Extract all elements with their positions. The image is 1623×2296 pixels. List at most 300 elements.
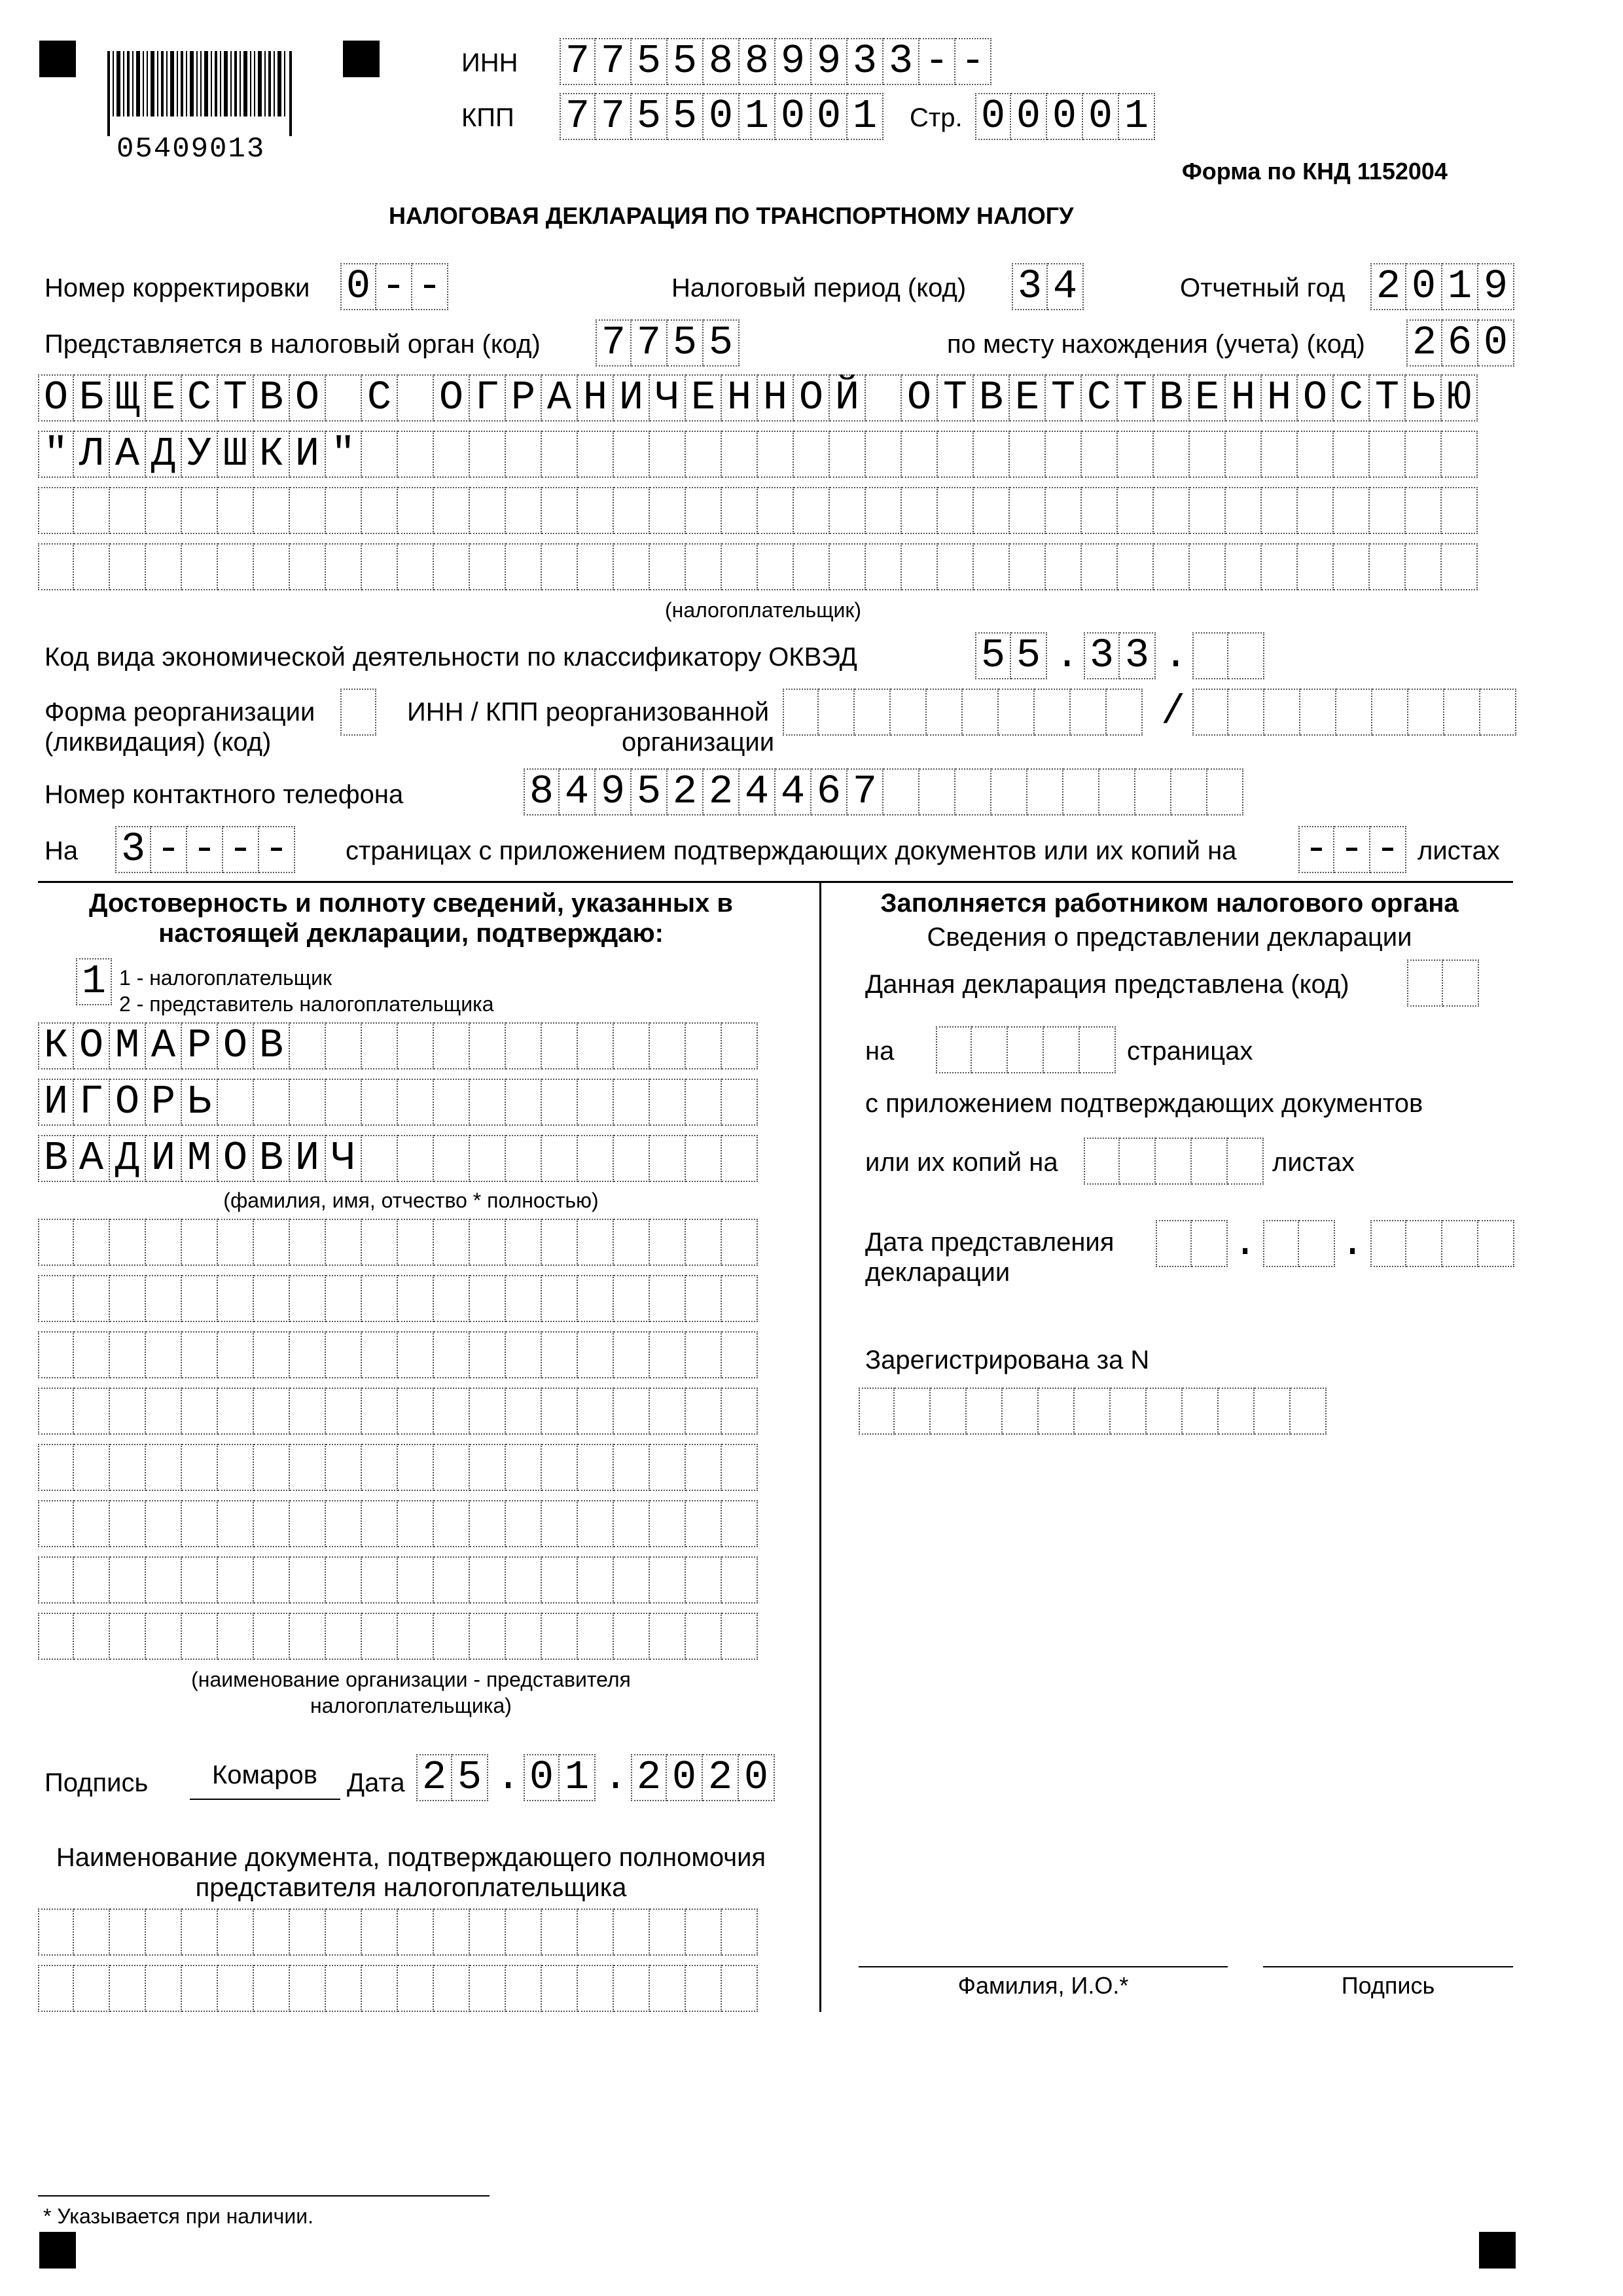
cell: Т	[1046, 374, 1082, 422]
cell	[866, 374, 902, 422]
empty-cell	[146, 1909, 182, 1956]
cell	[650, 1135, 686, 1182]
cell: И	[146, 1135, 182, 1182]
empty-cell	[362, 1219, 398, 1266]
empty-cell	[470, 1613, 506, 1660]
cell: Ч	[650, 374, 686, 422]
empty-cell	[614, 1444, 650, 1491]
empty-cell	[110, 1909, 146, 1956]
cell: 2	[1406, 319, 1442, 367]
cell: 0	[739, 1754, 775, 1801]
tax-authority-cells	[596, 319, 740, 367]
cell	[218, 487, 254, 534]
empty-cell	[578, 1219, 614, 1266]
empty-cell	[38, 1219, 74, 1266]
empty-cell	[722, 1444, 758, 1491]
empty-cell	[1084, 1138, 1120, 1185]
empty-cell	[326, 1909, 362, 1956]
empty-cell	[182, 1219, 218, 1266]
empty-cell	[74, 1444, 110, 1491]
reorg-form-label-1: Форма реорганизации	[45, 698, 315, 726]
corner-marker-top-mid	[343, 41, 380, 77]
fio-caption: (фамилия, имя, отчество * полностью)	[223, 1189, 599, 1212]
org-row-1	[38, 1219, 758, 1266]
cell: 4	[740, 768, 776, 816]
cell: 8	[704, 38, 740, 85]
empty-cell	[686, 1388, 722, 1435]
empty-cell	[110, 1444, 146, 1491]
empty-cell	[470, 1909, 506, 1956]
empty-cell	[1192, 689, 1228, 736]
cell: И	[290, 431, 326, 478]
cell: "	[38, 431, 74, 478]
cell	[182, 543, 218, 590]
cell	[398, 1022, 434, 1069]
cell	[1370, 543, 1406, 590]
empty-cell	[1183, 1388, 1219, 1435]
cell	[110, 487, 146, 534]
cell: А	[146, 1022, 182, 1069]
cell	[1154, 431, 1190, 478]
empty-cell	[1156, 1138, 1192, 1185]
empty-cell	[614, 1965, 650, 2012]
empty-cell	[218, 1444, 254, 1491]
empty-cell	[1255, 1388, 1291, 1435]
cell	[542, 1135, 578, 1182]
empty-cell	[290, 1275, 326, 1322]
cell: 2	[416, 1754, 452, 1801]
empty-cell	[398, 1613, 434, 1660]
okved-cells-a	[975, 632, 1047, 679]
org-row-3	[38, 1331, 758, 1378]
empty-cell	[434, 1556, 470, 1604]
cell: 0	[667, 1754, 703, 1801]
left-heading-2: настоящей декларации, подтверждаю:	[158, 919, 664, 948]
cell: 9	[812, 38, 847, 85]
cell	[955, 768, 991, 816]
correction-label: Номер корректировки	[45, 274, 310, 302]
cell	[506, 487, 542, 534]
submit-date-label-2: декларации	[865, 1258, 1010, 1287]
corner-marker-bottom-right	[1479, 2232, 1516, 2269]
cell	[722, 543, 758, 590]
cell	[1190, 431, 1226, 478]
empty-cell	[254, 1275, 290, 1322]
empty-cell	[650, 1219, 686, 1266]
empty-cell	[1080, 1026, 1116, 1073]
cell: И	[614, 374, 650, 422]
cell	[290, 1079, 326, 1126]
cell	[1334, 431, 1370, 478]
date-year-cells	[631, 1754, 775, 1801]
empty-cell	[254, 1219, 290, 1266]
signature-line	[190, 1799, 340, 1800]
empty-cell	[1408, 689, 1444, 736]
empty-cell	[434, 1331, 470, 1378]
cell: А	[74, 1135, 110, 1182]
cell: Н	[758, 374, 794, 422]
org-row-5	[38, 1444, 758, 1491]
inn-label: ИНН	[461, 48, 518, 77]
right-heading-2: Сведения о представлении декларации	[927, 923, 1412, 952]
empty-cell	[931, 1388, 967, 1435]
empty-cell	[1075, 1388, 1111, 1435]
cell	[1262, 487, 1298, 534]
cell: О	[38, 374, 74, 422]
empty-cell	[434, 1613, 470, 1660]
empty-cell	[218, 1613, 254, 1660]
cell: 5	[1011, 632, 1047, 679]
empty-cell	[326, 1444, 362, 1491]
cell: 1	[1119, 93, 1155, 140]
cell	[794, 543, 830, 590]
empty-cell	[578, 1444, 614, 1491]
taxpayer-row-1	[38, 374, 1478, 422]
cell	[218, 1079, 254, 1126]
cell	[974, 431, 1010, 478]
empty-cell	[1192, 1220, 1228, 1267]
cell	[1118, 487, 1154, 534]
cell: 2	[631, 1754, 667, 1801]
cell	[1192, 632, 1228, 679]
empty-cell	[686, 1500, 722, 1547]
cell: -	[955, 38, 991, 85]
empty-cell	[578, 1556, 614, 1604]
cell	[146, 487, 182, 534]
empty-cell	[146, 1388, 182, 1435]
cell	[1298, 431, 1334, 478]
cell	[794, 487, 830, 534]
empty-cell	[398, 1444, 434, 1491]
empty-cell	[506, 1500, 542, 1547]
cell: К	[254, 431, 290, 478]
patronymic-cells	[38, 1135, 758, 1182]
empty-cell	[398, 1500, 434, 1547]
date-day-cells	[416, 1754, 488, 1801]
cell	[506, 1135, 542, 1182]
cell	[866, 487, 902, 534]
signature-label: Подпись	[45, 1768, 149, 1797]
cell	[110, 543, 146, 590]
empty-cell	[470, 1444, 506, 1491]
cell: -	[259, 826, 295, 873]
cell	[254, 1079, 290, 1126]
cell	[38, 487, 74, 534]
empty-cell	[578, 1500, 614, 1547]
cell: 5	[632, 38, 668, 85]
cell	[722, 1135, 758, 1182]
reorg-inn-label-2: организации	[622, 728, 775, 757]
empty-cell	[434, 1444, 470, 1491]
empty-cell	[38, 1388, 74, 1435]
empty-cell	[182, 1388, 218, 1435]
empty-cell	[963, 689, 999, 736]
empty-cell	[398, 1388, 434, 1435]
doc-caption-2: представителя налогоплательщика	[195, 1873, 627, 1902]
empty-cell	[506, 1556, 542, 1604]
cell	[1207, 768, 1243, 816]
empty-cell	[1264, 689, 1300, 736]
cell	[398, 1079, 434, 1126]
empty-cell	[722, 1556, 758, 1604]
empty-cell	[254, 1556, 290, 1604]
empty-cell	[470, 1388, 506, 1435]
taxpayer-row-4	[38, 543, 1478, 590]
cell: -	[223, 826, 259, 873]
cell	[398, 374, 434, 422]
cell	[1298, 487, 1334, 534]
taxpayer-row-3	[38, 487, 1478, 534]
empty-cell	[1156, 1220, 1192, 1267]
empty-cell	[326, 1613, 362, 1660]
cell: 0	[1083, 93, 1119, 140]
empty-cell	[1407, 960, 1443, 1007]
cell	[1063, 768, 1099, 816]
empty-cell	[146, 1444, 182, 1491]
right-heading-1: Заполняется работником налогового органа	[880, 889, 1459, 918]
cell	[506, 431, 542, 478]
empty-cell	[1443, 960, 1479, 1007]
empty-cell	[254, 1331, 290, 1378]
kpp-cells	[560, 93, 883, 140]
right-pages-label: страницах	[1127, 1037, 1253, 1066]
page-title: НАЛОГОВАЯ ДЕКЛАРАЦИЯ ПО ТРАНСПОРТНОМУ НАЛОГУ	[389, 202, 1074, 229]
empty-cell	[722, 1500, 758, 1547]
empty-cell	[182, 1556, 218, 1604]
cell	[902, 487, 938, 534]
cell	[362, 1022, 398, 1069]
cell: -	[1334, 826, 1370, 873]
cell: С	[1082, 374, 1118, 422]
tax-authority-label: Представляется в налоговый орган (код)	[45, 330, 541, 359]
cell: О	[218, 1135, 254, 1182]
empty-cell	[542, 1613, 578, 1660]
cell	[542, 1079, 578, 1126]
cell: В	[38, 1135, 74, 1182]
empty-cell	[290, 1965, 326, 2012]
empty-cell	[1444, 689, 1480, 736]
empty-cell	[578, 1331, 614, 1378]
cell: Е	[1010, 374, 1046, 422]
cell	[578, 1135, 614, 1182]
cell	[398, 1135, 434, 1182]
cell	[1442, 487, 1478, 534]
empty-cell	[470, 1556, 506, 1604]
empty-cell	[182, 1500, 218, 1547]
cell: А	[542, 374, 578, 422]
cell: 4	[560, 768, 596, 816]
cell: -	[376, 263, 412, 310]
registered-cells	[859, 1388, 1327, 1435]
cell	[722, 1079, 758, 1126]
empty-cell	[783, 689, 819, 736]
empty-cell	[182, 1909, 218, 1956]
empty-cell	[686, 1965, 722, 2012]
empty-cell	[686, 1909, 722, 1956]
presented-label: Данная декларация представлена (код)	[865, 970, 1349, 999]
empty-cell	[1372, 689, 1408, 736]
empty-cell	[74, 1965, 110, 2012]
empty-cell	[1442, 1220, 1478, 1267]
empty-cell	[1008, 1026, 1044, 1073]
empty-cell	[506, 1275, 542, 1322]
empty-cell	[362, 1500, 398, 1547]
cell	[362, 543, 398, 590]
empty-cell	[470, 1275, 506, 1322]
location-label: по месту нахождения (учета) (код)	[947, 330, 1365, 359]
empty-cell	[38, 1909, 74, 1956]
cell	[218, 543, 254, 590]
empty-cell	[1111, 1388, 1147, 1435]
cell: 0	[524, 1754, 560, 1801]
signer-option-2: 2 - представитель налогоплательщика	[119, 992, 494, 1016]
cell	[362, 487, 398, 534]
empty-cell	[254, 1965, 290, 2012]
empty-cell	[686, 1275, 722, 1322]
empty-cell	[74, 1500, 110, 1547]
cell	[1190, 487, 1226, 534]
cell	[1046, 543, 1082, 590]
cell	[1082, 487, 1118, 534]
empty-cell	[290, 1556, 326, 1604]
taxpayer-row-2	[38, 431, 1478, 478]
cell: Р	[146, 1079, 182, 1126]
cell	[362, 431, 398, 478]
empty-cell	[686, 1444, 722, 1491]
cell	[919, 768, 955, 816]
registered-label: Зарегистрирована за N	[865, 1346, 1150, 1374]
empty-cell	[722, 1909, 758, 1956]
cell	[290, 543, 326, 590]
cell: 0	[776, 93, 812, 140]
empty-cell	[74, 1388, 110, 1435]
empty-cell	[819, 689, 855, 736]
location-cells	[1406, 319, 1514, 367]
empty-cell	[38, 1965, 74, 2012]
cell: 3	[847, 38, 883, 85]
empty-cell	[110, 1331, 146, 1378]
cell	[1190, 543, 1226, 590]
cell: С	[1334, 374, 1370, 422]
empty-cell	[182, 1275, 218, 1322]
empty-cell	[146, 1613, 182, 1660]
sheets-label: листах	[1418, 836, 1500, 865]
cell: 6	[1442, 319, 1478, 367]
empty-cell	[218, 1219, 254, 1266]
cell: О	[110, 1079, 146, 1126]
cell: 7	[847, 768, 883, 816]
cell	[686, 1022, 722, 1069]
cell	[434, 1022, 470, 1069]
cell: О	[74, 1022, 110, 1069]
cell: 5	[668, 319, 704, 367]
empty-cell	[326, 1388, 362, 1435]
cell: Ю	[1442, 374, 1478, 422]
cell: Л	[74, 431, 110, 478]
cell	[1027, 768, 1063, 816]
cell	[470, 431, 506, 478]
cell: А	[110, 431, 146, 478]
empty-cell	[362, 1556, 398, 1604]
empty-cell	[722, 1388, 758, 1435]
cell: Д	[146, 431, 182, 478]
cell: Д	[110, 1135, 146, 1182]
cell	[794, 431, 830, 478]
sign-line	[1263, 1966, 1513, 1967]
empty-cell	[434, 1275, 470, 1322]
cell	[1406, 487, 1442, 534]
cell: 5	[668, 38, 704, 85]
doc-caption-1: Наименование документа, подтверждающего полномочия	[56, 1843, 766, 1872]
cell	[362, 1135, 398, 1182]
empty-cell	[470, 1500, 506, 1547]
submit-dot-1: .	[1233, 1220, 1258, 1266]
cell: -	[151, 826, 187, 873]
empty-cell	[362, 1331, 398, 1378]
cell: 8	[740, 38, 776, 85]
cell: Ш	[218, 431, 254, 478]
cell	[938, 487, 974, 534]
cell: Р	[506, 374, 542, 422]
empty-cell	[1263, 1220, 1299, 1267]
corner-marker-bottom-left	[39, 2232, 76, 2269]
cell: 9	[776, 38, 812, 85]
empty-cell	[326, 1275, 362, 1322]
cell: 5	[632, 93, 668, 140]
empty-cell	[722, 1965, 758, 2012]
cell: "	[326, 431, 362, 478]
cell	[1135, 768, 1171, 816]
empty-cell	[1406, 1220, 1442, 1267]
empty-cell	[398, 1965, 434, 2012]
cell	[1154, 487, 1190, 534]
cell	[866, 431, 902, 478]
cell: Е	[686, 374, 722, 422]
corner-marker-top-left	[39, 41, 76, 77]
okved-dot-1: .	[1055, 632, 1080, 679]
cell	[470, 1022, 506, 1069]
cell	[1010, 487, 1046, 534]
cell: Е	[1190, 374, 1226, 422]
cell: В	[974, 374, 1010, 422]
cell	[686, 487, 722, 534]
empty-cell	[326, 1500, 362, 1547]
cell	[902, 543, 938, 590]
cell	[1298, 543, 1334, 590]
cell: О	[794, 374, 830, 422]
cell	[1406, 543, 1442, 590]
phone-cells	[524, 768, 1243, 816]
cell	[1099, 768, 1135, 816]
org-row-7	[38, 1556, 758, 1604]
cell	[830, 431, 866, 478]
cell: Г	[470, 374, 506, 422]
cell	[722, 1022, 758, 1069]
empty-cell	[326, 1331, 362, 1378]
cell	[1171, 768, 1207, 816]
doc-row-2	[38, 1965, 758, 2012]
cell: 0	[1406, 263, 1442, 310]
signature-text: Комаров	[212, 1761, 318, 1789]
submit-date-label-1: Дата представления	[865, 1228, 1115, 1257]
cell	[182, 487, 218, 534]
cell: 5	[632, 768, 668, 816]
empty-cell	[218, 1275, 254, 1322]
empty-cell	[506, 1331, 542, 1378]
cell	[470, 543, 506, 590]
submit-year-cells	[1370, 1220, 1514, 1267]
cell: М	[182, 1135, 218, 1182]
